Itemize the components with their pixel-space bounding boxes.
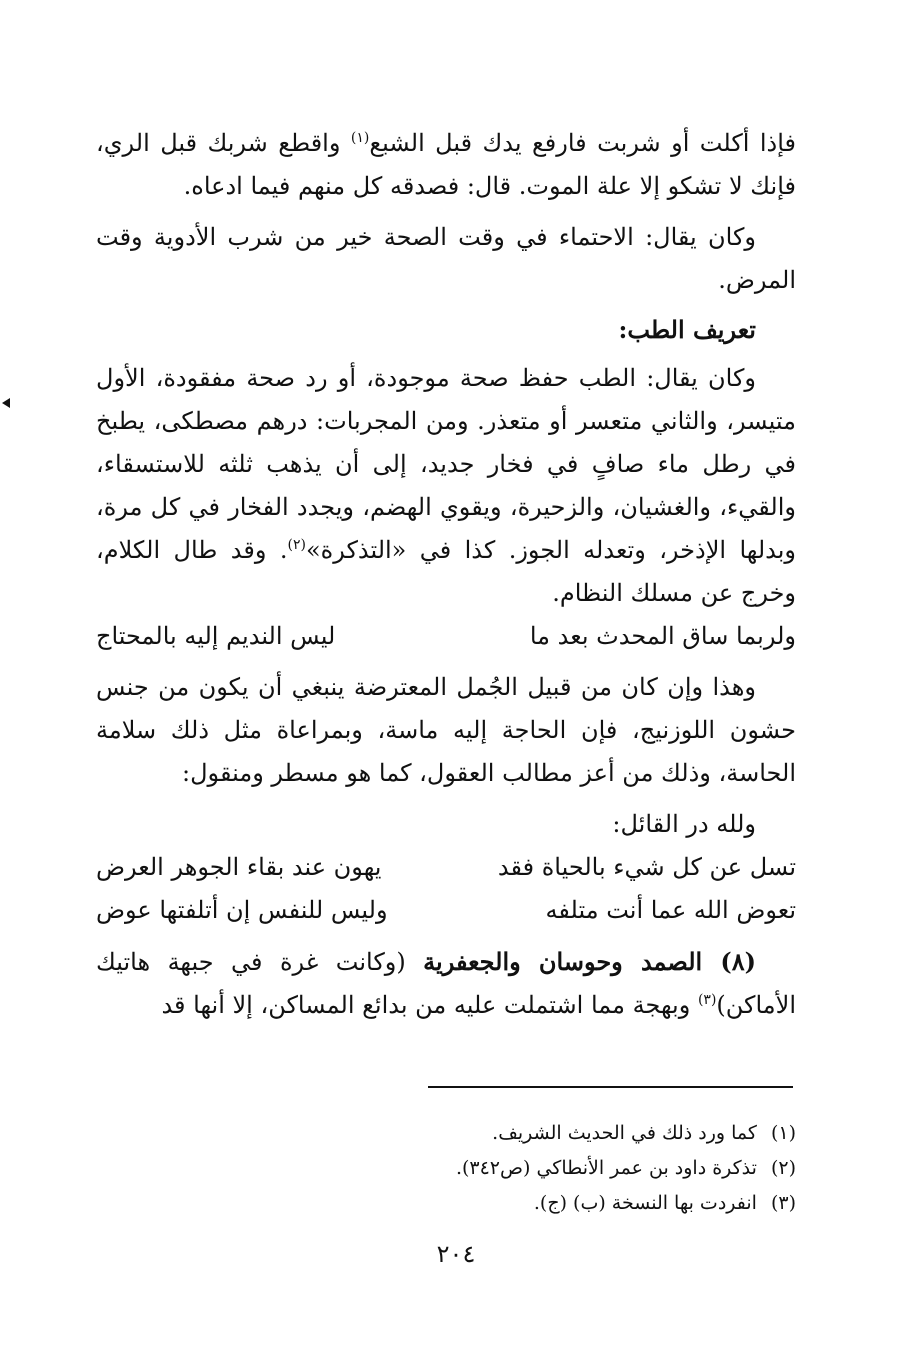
footnote-2-number: (٢)	[770, 1157, 796, 1179]
verse-3-hemistich-left: وليس للنفس إن أتلفتها عوض	[96, 896, 388, 924]
p6-bold-heading: (٨) الصمد وحوسان والجعفرية	[423, 947, 756, 976]
footnote-1	[300, 1116, 796, 1151]
footnote-ref-2: (٢)	[287, 537, 306, 553]
p3-text-b: . وقد طال الكلام، وخرج عن مسلك النظام.	[96, 536, 796, 607]
verse-1-hemistich-right: ولربما ساق المحدث بعد ما	[529, 622, 796, 650]
page-number: ٢٠٤	[436, 1240, 476, 1268]
verse-line-3	[96, 889, 796, 932]
paragraph-2: وكان يقال: الاحتماء في وقت الصحة خير من شرب الأدوية وقت المرض.	[96, 223, 796, 294]
verse-line-2	[96, 846, 796, 889]
paragraph-3	[96, 357, 796, 615]
footnote-divider	[428, 1086, 793, 1088]
verse-3-hemistich-right: تعوض الله عما أنت متلفه	[545, 896, 796, 924]
footnote-2-text: تذكرة داود بن عمر الأنطاكي (ص٣٤٢).	[455, 1157, 757, 1179]
p6-text-b: وبهجة مما اشتملت عليه من بدائع المساكن، إلا أنها قد	[161, 991, 698, 1019]
verse-2-hemistich-right: تسل عن كل شيء بالحياة فقد	[497, 853, 796, 881]
paragraph-6	[96, 940, 796, 1027]
verse-line-1	[96, 615, 796, 658]
verse-2-hemistich-left: يهون عند بقاء الجوهر العرض	[96, 853, 382, 881]
footnote-3-number: (٣)	[770, 1192, 796, 1214]
main-text	[96, 122, 796, 1027]
footnote-2	[300, 1151, 796, 1186]
p6-text-a: (وكانت غرة في جبهة هاتيك الأماكن)	[96, 948, 796, 1019]
section-heading: تعريف الطب:	[618, 315, 756, 344]
p1-text-a: فإذا أكلت أو شربت فارفع يدك قبل الشبع	[369, 129, 796, 157]
footnote-3	[300, 1186, 796, 1221]
verse-1-hemistich-left: ليس النديم إليه بالمحتاج	[96, 622, 336, 650]
paragraph-5: ولله در القائل:	[612, 810, 756, 838]
paragraph-1	[96, 122, 796, 208]
margin-mark	[2, 398, 10, 408]
footnote-ref-3: (٣)	[697, 992, 717, 1008]
footnotes	[300, 1116, 796, 1221]
footnote-1-text: كما ورد ذلك في الحديث الشريف.	[492, 1122, 757, 1144]
footnote-ref-1: (١)	[350, 130, 370, 146]
footnote-3-text: انفردت بها النسخة (ب) (ج).	[533, 1192, 757, 1214]
p3-text-a: وكان يقال: الطب حفظ صحة موجودة، أو رد صحة مفقودة، الأول متيسر، والثاني متعسر أو متعذر. ومن المجربات: درهم مصطكى، يطبخ في رطل ماء صافٍ في فخار جديد، إلى أن يذهب ثلثه للاستسقاء، والقيء، والغشيان، والزحيرة، ويقوي الهضم، ويجدد الفخار في كل مرة، وبدلها الإذخر، وتعدله الجوز. كذا في «التذكرة»	[96, 364, 796, 564]
paragraph-4: وهذا وإن كان من قبيل الجُمل المعترضة ينبغي أن يكون من جنس حشون اللوزنيج، فإن الحاجة إليه ماسة، وبمراعاة مثل ذلك سلامة الحاسة، وذلك من أعز مطالب العقول، كما هو مسطر ومنقول:	[96, 673, 797, 787]
p1-text-b: واقطع شربك قبل الري، فإنك لا تشكو إلا علة الموت. قال: فصدقه كل منهم فيما ادعاه.	[96, 129, 796, 200]
footnote-1-number: (١)	[770, 1122, 796, 1144]
